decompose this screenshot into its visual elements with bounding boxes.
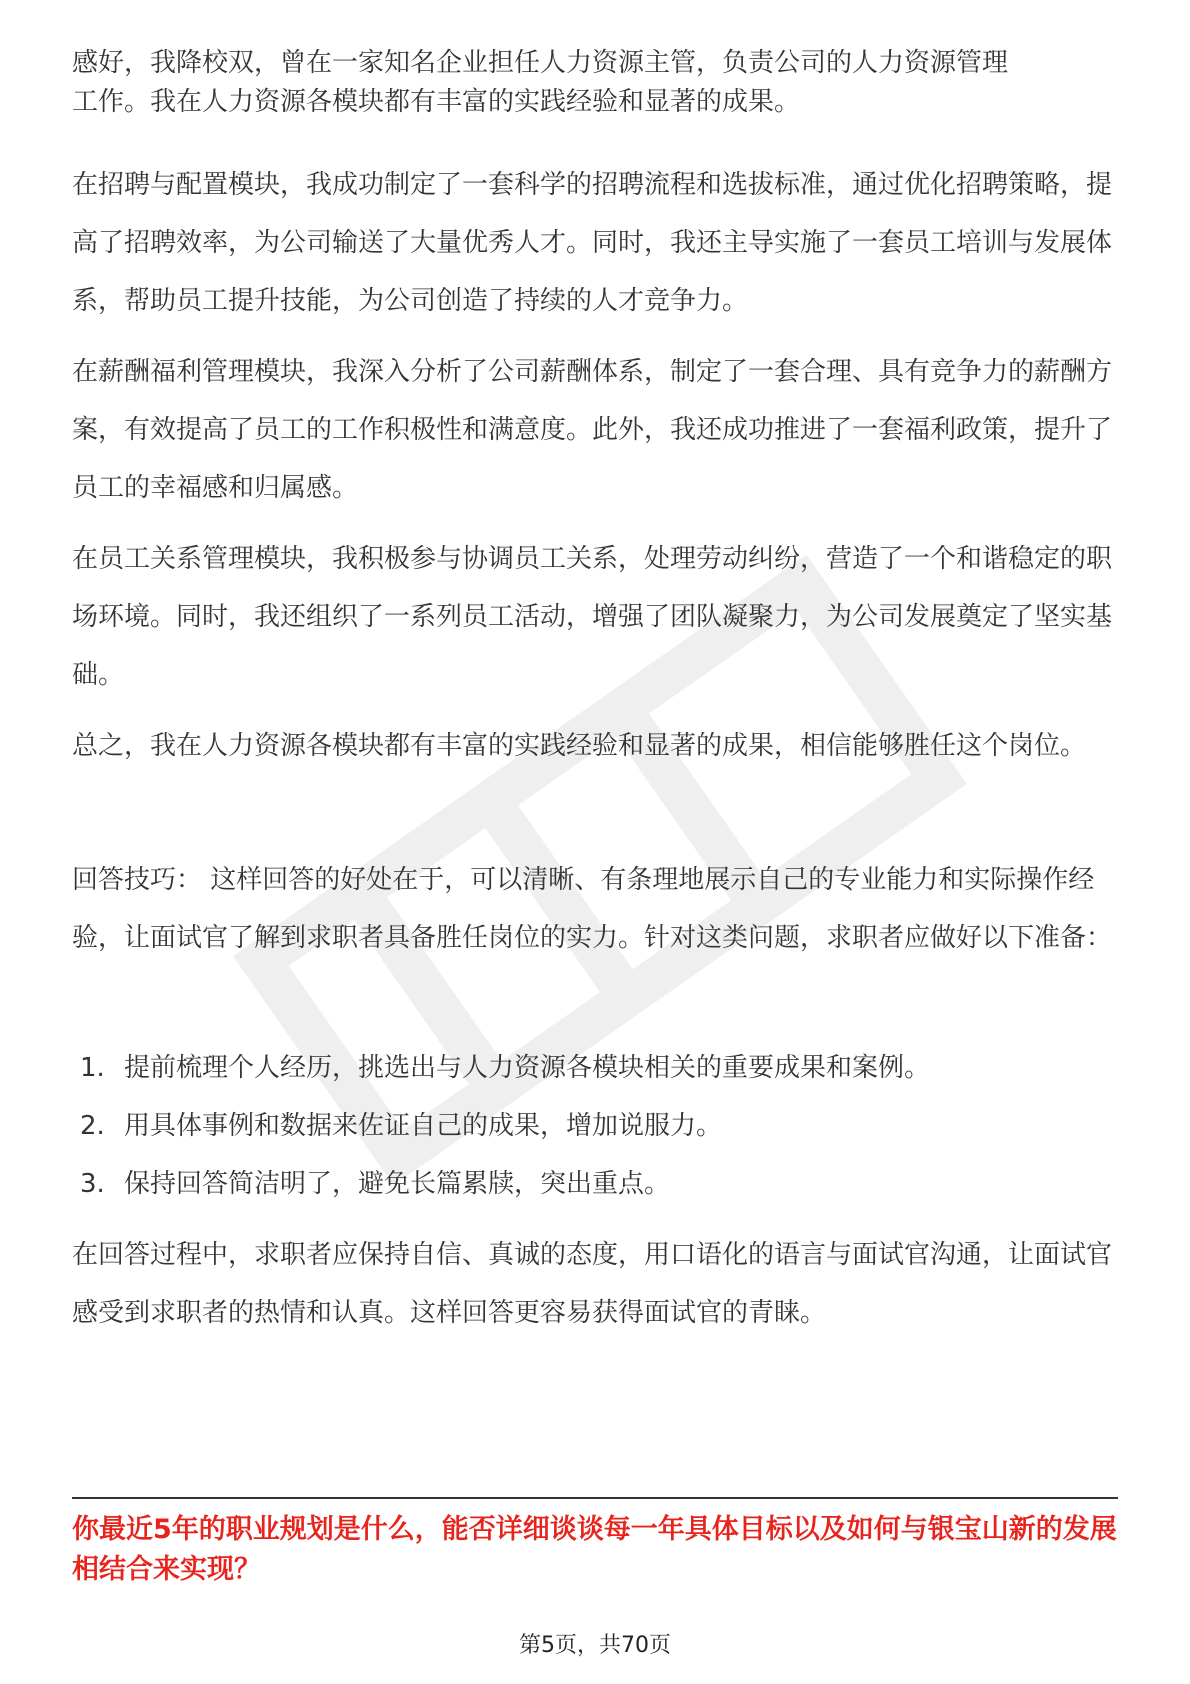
paragraph-recruitment: 在招聘与配置模块，我成功制定了一套科学的招聘流程和选拔标准，通过优化招聘策略，提高了招聘效率，为公司输送了大量优秀人才。同时，我还主导实施了一套员工培训与发展体系，帮助员工提升技能，为公司创造了持续的人才竞争力。 — [72, 170, 1113, 316]
paragraph-employee-relations: 在员工关系管理模块，我积极参与协调员工关系，处理劳动纠纷，营造了一个和谐稳定的职场环境。同时，我还组织了一系列员工活动，增强了团队凝聚力，为公司发展奠定了坚实基础。 — [72, 544, 1113, 690]
paragraph-answer-tips: 回答技巧： 这样回答的好处在于，可以清晰、有条理地展示自己的专业能力和实际操作经验，让面试官了解到求职者具备胜任岗位的实力。针对这类问题，求职者应做好以下准备： — [72, 865, 1113, 953]
paragraph-intro-end: 工作。我在人力资源各模块都有丰富的实践经验和显著的成果。 — [72, 87, 801, 117]
page-number-footer: 第5页，共70页 — [519, 1633, 671, 1658]
list-item-number: 2. — [80, 1111, 105, 1141]
list-item — [80, 1155, 1110, 1213]
list-item-number: 1. — [80, 1053, 105, 1083]
list-item-text: 提前梳理个人经历，挑选出与人力资源各模块相关的重要成果和案例。 — [124, 1053, 931, 1083]
list-item — [80, 1097, 1110, 1155]
list-item-text: 保持回答简洁明了，避免长篇累牍，突出重点。 — [124, 1169, 671, 1199]
list-item — [80, 1039, 1110, 1097]
paragraph-closing: 在回答过程中，求职者应保持自信、真诚的态度，用口语化的语言与面试官沟通，让面试官感受到求职者的热情和认真。这样回答更容易获得面试官的青睐。 — [72, 1240, 1113, 1328]
list-item-number: 3. — [80, 1169, 105, 1199]
list-item-text: 用具体事例和数据来佐证自己的成果，增加说服力。 — [124, 1111, 723, 1141]
paragraph-compensation: 在薪酬福利管理模块，我深入分析了公司薪酬体系，制定了一套合理、具有竞争力的薪酬方案，有效提高了员工的工作积极性和满意度。此外，我还成功推进了一套福利政策，提升了员工的幸福感和归属感。 — [72, 357, 1113, 503]
cut-off-text-line: 感好，我降校双，曾在一家知名企业担任人力资源主管，负责公司的人力资源管理 — [72, 48, 1009, 78]
section-divider — [72, 1497, 1118, 1499]
paragraph-summary: 总之，我在人力资源各模块都有丰富的实践经验和显著的成果，相信能够胜任这个岗位。 — [72, 731, 1087, 761]
preparation-list — [80, 1039, 1110, 1213]
next-question-heading: 你最近5年的职业规划是什么，能否详细谈谈每一年具体目标以及如何与银宝山新的发展相结合来实现？ — [72, 1514, 1117, 1585]
